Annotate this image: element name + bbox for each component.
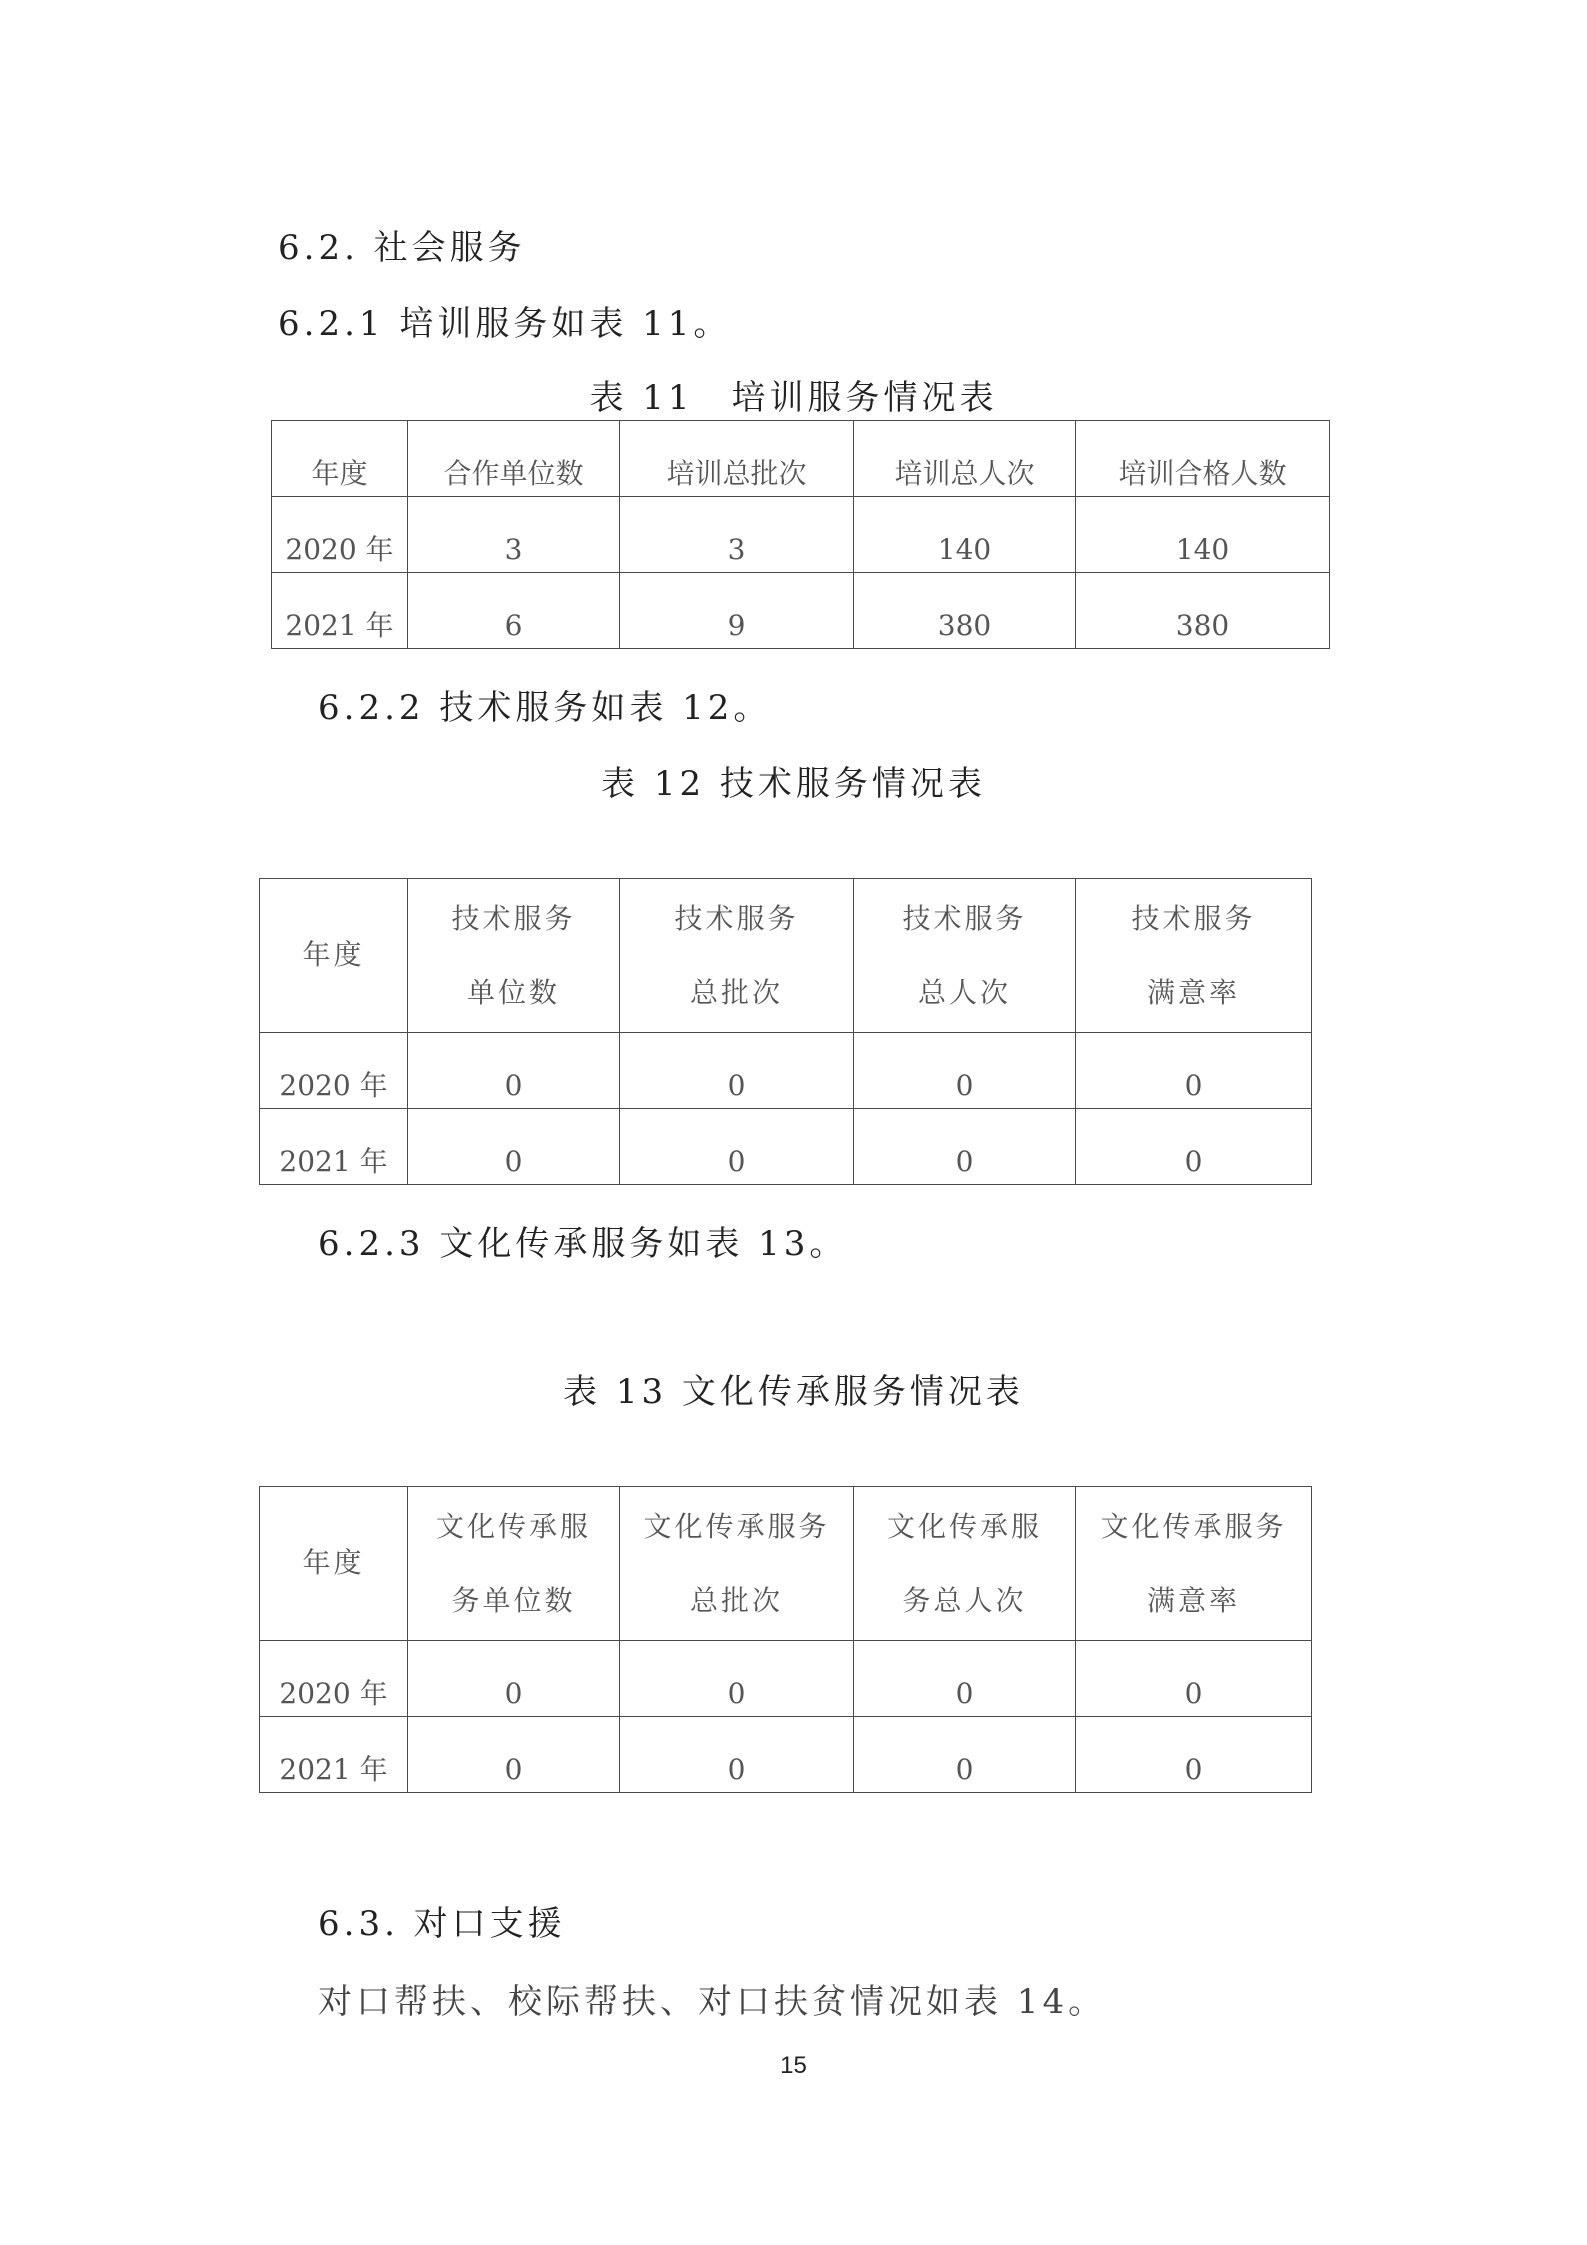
table11-cell-total-batches: 3 xyxy=(620,497,854,573)
table13-header-row xyxy=(260,1487,1312,1641)
table13-cell-attendance: 0 xyxy=(854,1641,1076,1717)
table11-cell-partner-units: 6 xyxy=(408,573,620,649)
table12-cell-batches: 0 xyxy=(620,1109,854,1185)
table13-cell-year: 2020 年 xyxy=(260,1641,408,1717)
page-number: 15 xyxy=(780,2052,807,2079)
table12 xyxy=(259,878,1312,1185)
table12-header-attendance-line1: 技术服务 xyxy=(902,901,1027,935)
table-row xyxy=(260,1717,1312,1793)
table12-cell-satisfaction: 0 xyxy=(1076,1033,1312,1109)
table12-header-row xyxy=(260,879,1312,1033)
table13-cell-satisfaction: 0 xyxy=(1076,1641,1312,1717)
table13-header-units-line2: 务单位数 xyxy=(451,1583,576,1617)
table-row xyxy=(272,573,1330,649)
table12-header-satisfaction-line2: 满意率 xyxy=(1146,975,1240,1009)
table11-header-partner-units: 合作单位数 xyxy=(408,421,620,497)
table13-header-satisfaction-line2: 满意率 xyxy=(1146,1583,1240,1617)
table12-cell-attendance: 0 xyxy=(854,1109,1076,1185)
table12-cell-year: 2020 年 xyxy=(260,1033,408,1109)
table11-cell-total-batches: 9 xyxy=(620,573,854,649)
table13-header-attendance-line1: 文化传承服 xyxy=(886,1509,1042,1543)
table12-caption: 表 12 技术服务情况表 xyxy=(601,764,986,804)
table12-header-attendance-line2: 总人次 xyxy=(917,975,1011,1009)
table12-header-units xyxy=(408,879,620,1033)
table13-header-batches xyxy=(620,1487,854,1641)
table13-cell-year: 2021 年 xyxy=(260,1717,408,1793)
table13-header-attendance-line2: 务总人次 xyxy=(902,1583,1027,1617)
table11-cell-total-attendance: 380 xyxy=(854,573,1076,649)
table13 xyxy=(259,1486,1312,1793)
table12-header-batches-line1: 技术服务 xyxy=(674,901,799,935)
subsection-6-2-1-text: 6.2.1 培训服务如表 11。 xyxy=(278,304,732,344)
table11-cell-total-attendance: 140 xyxy=(854,497,1076,573)
table13-cell-units: 0 xyxy=(408,1717,620,1793)
table11 xyxy=(271,420,1330,649)
section-heading-6-2: 6.2. 社会服务 xyxy=(278,228,526,268)
table12-cell-units: 0 xyxy=(408,1109,620,1185)
table12-cell-attendance: 0 xyxy=(854,1033,1076,1109)
table12-header-batches-line2: 总批次 xyxy=(689,975,783,1009)
table11-header-total-batches: 培训总批次 xyxy=(620,421,854,497)
table13-header-units xyxy=(408,1487,620,1641)
table13-cell-satisfaction: 0 xyxy=(1076,1717,1312,1793)
subsection-6-2-3-text: 6.2.3 文化传承服务如表 13。 xyxy=(318,1224,848,1264)
table11-cell-partner-units: 3 xyxy=(408,497,620,573)
section-6-3-text: 对口帮扶、校际帮扶、对口扶贫情况如表 14。 xyxy=(318,1982,1107,2022)
table12-header-attendance xyxy=(854,879,1076,1033)
table-row xyxy=(272,497,1330,573)
table13-caption: 表 13 文化传承服务情况表 xyxy=(563,1372,1024,1412)
table12-header-year: 年度 xyxy=(260,879,408,1033)
table12-header-units-line2: 单位数 xyxy=(466,975,560,1009)
table13-header-units-line1: 文化传承服 xyxy=(435,1509,591,1543)
table11-cell-qualified-count: 380 xyxy=(1076,573,1330,649)
table13-header-attendance xyxy=(854,1487,1076,1641)
table11-header-year: 年度 xyxy=(272,421,408,497)
table11-cell-qualified-count: 140 xyxy=(1076,497,1330,573)
table12-header-satisfaction-line1: 技术服务 xyxy=(1131,901,1256,935)
table11-header-qualified-count: 培训合格人数 xyxy=(1076,421,1330,497)
subsection-6-2-2-text: 6.2.2 技术服务如表 12。 xyxy=(318,688,772,728)
table12-cell-batches: 0 xyxy=(620,1033,854,1109)
table13-header-satisfaction xyxy=(1076,1487,1312,1641)
table-row xyxy=(260,1641,1312,1717)
table12-cell-units: 0 xyxy=(408,1033,620,1109)
table12-cell-year: 2021 年 xyxy=(260,1109,408,1185)
section-heading-6-3: 6.3. 对口支援 xyxy=(318,1904,566,1944)
table-row xyxy=(260,1033,1312,1109)
table12-cell-satisfaction: 0 xyxy=(1076,1109,1312,1185)
table13-cell-attendance: 0 xyxy=(854,1717,1076,1793)
table13-cell-batches: 0 xyxy=(620,1717,854,1793)
table13-header-satisfaction-line1: 文化传承服务 xyxy=(1100,1509,1287,1543)
table13-header-batches-line1: 文化传承服务 xyxy=(643,1509,830,1543)
table12-header-units-line1: 技术服务 xyxy=(451,901,576,935)
table11-header-total-attendance: 培训总人次 xyxy=(854,421,1076,497)
table11-header-row xyxy=(272,421,1330,497)
table12-header-batches xyxy=(620,879,854,1033)
table13-cell-units: 0 xyxy=(408,1641,620,1717)
table12-header-satisfaction xyxy=(1076,879,1312,1033)
table11-cell-year: 2020 年 xyxy=(272,497,408,573)
table13-header-year: 年度 xyxy=(260,1487,408,1641)
table13-cell-batches: 0 xyxy=(620,1641,854,1717)
table-row xyxy=(260,1109,1312,1185)
table13-header-batches-line2: 总批次 xyxy=(689,1583,783,1617)
table11-cell-year: 2021 年 xyxy=(272,573,408,649)
table11-caption: 表 11 培训服务情况表 xyxy=(589,378,998,418)
